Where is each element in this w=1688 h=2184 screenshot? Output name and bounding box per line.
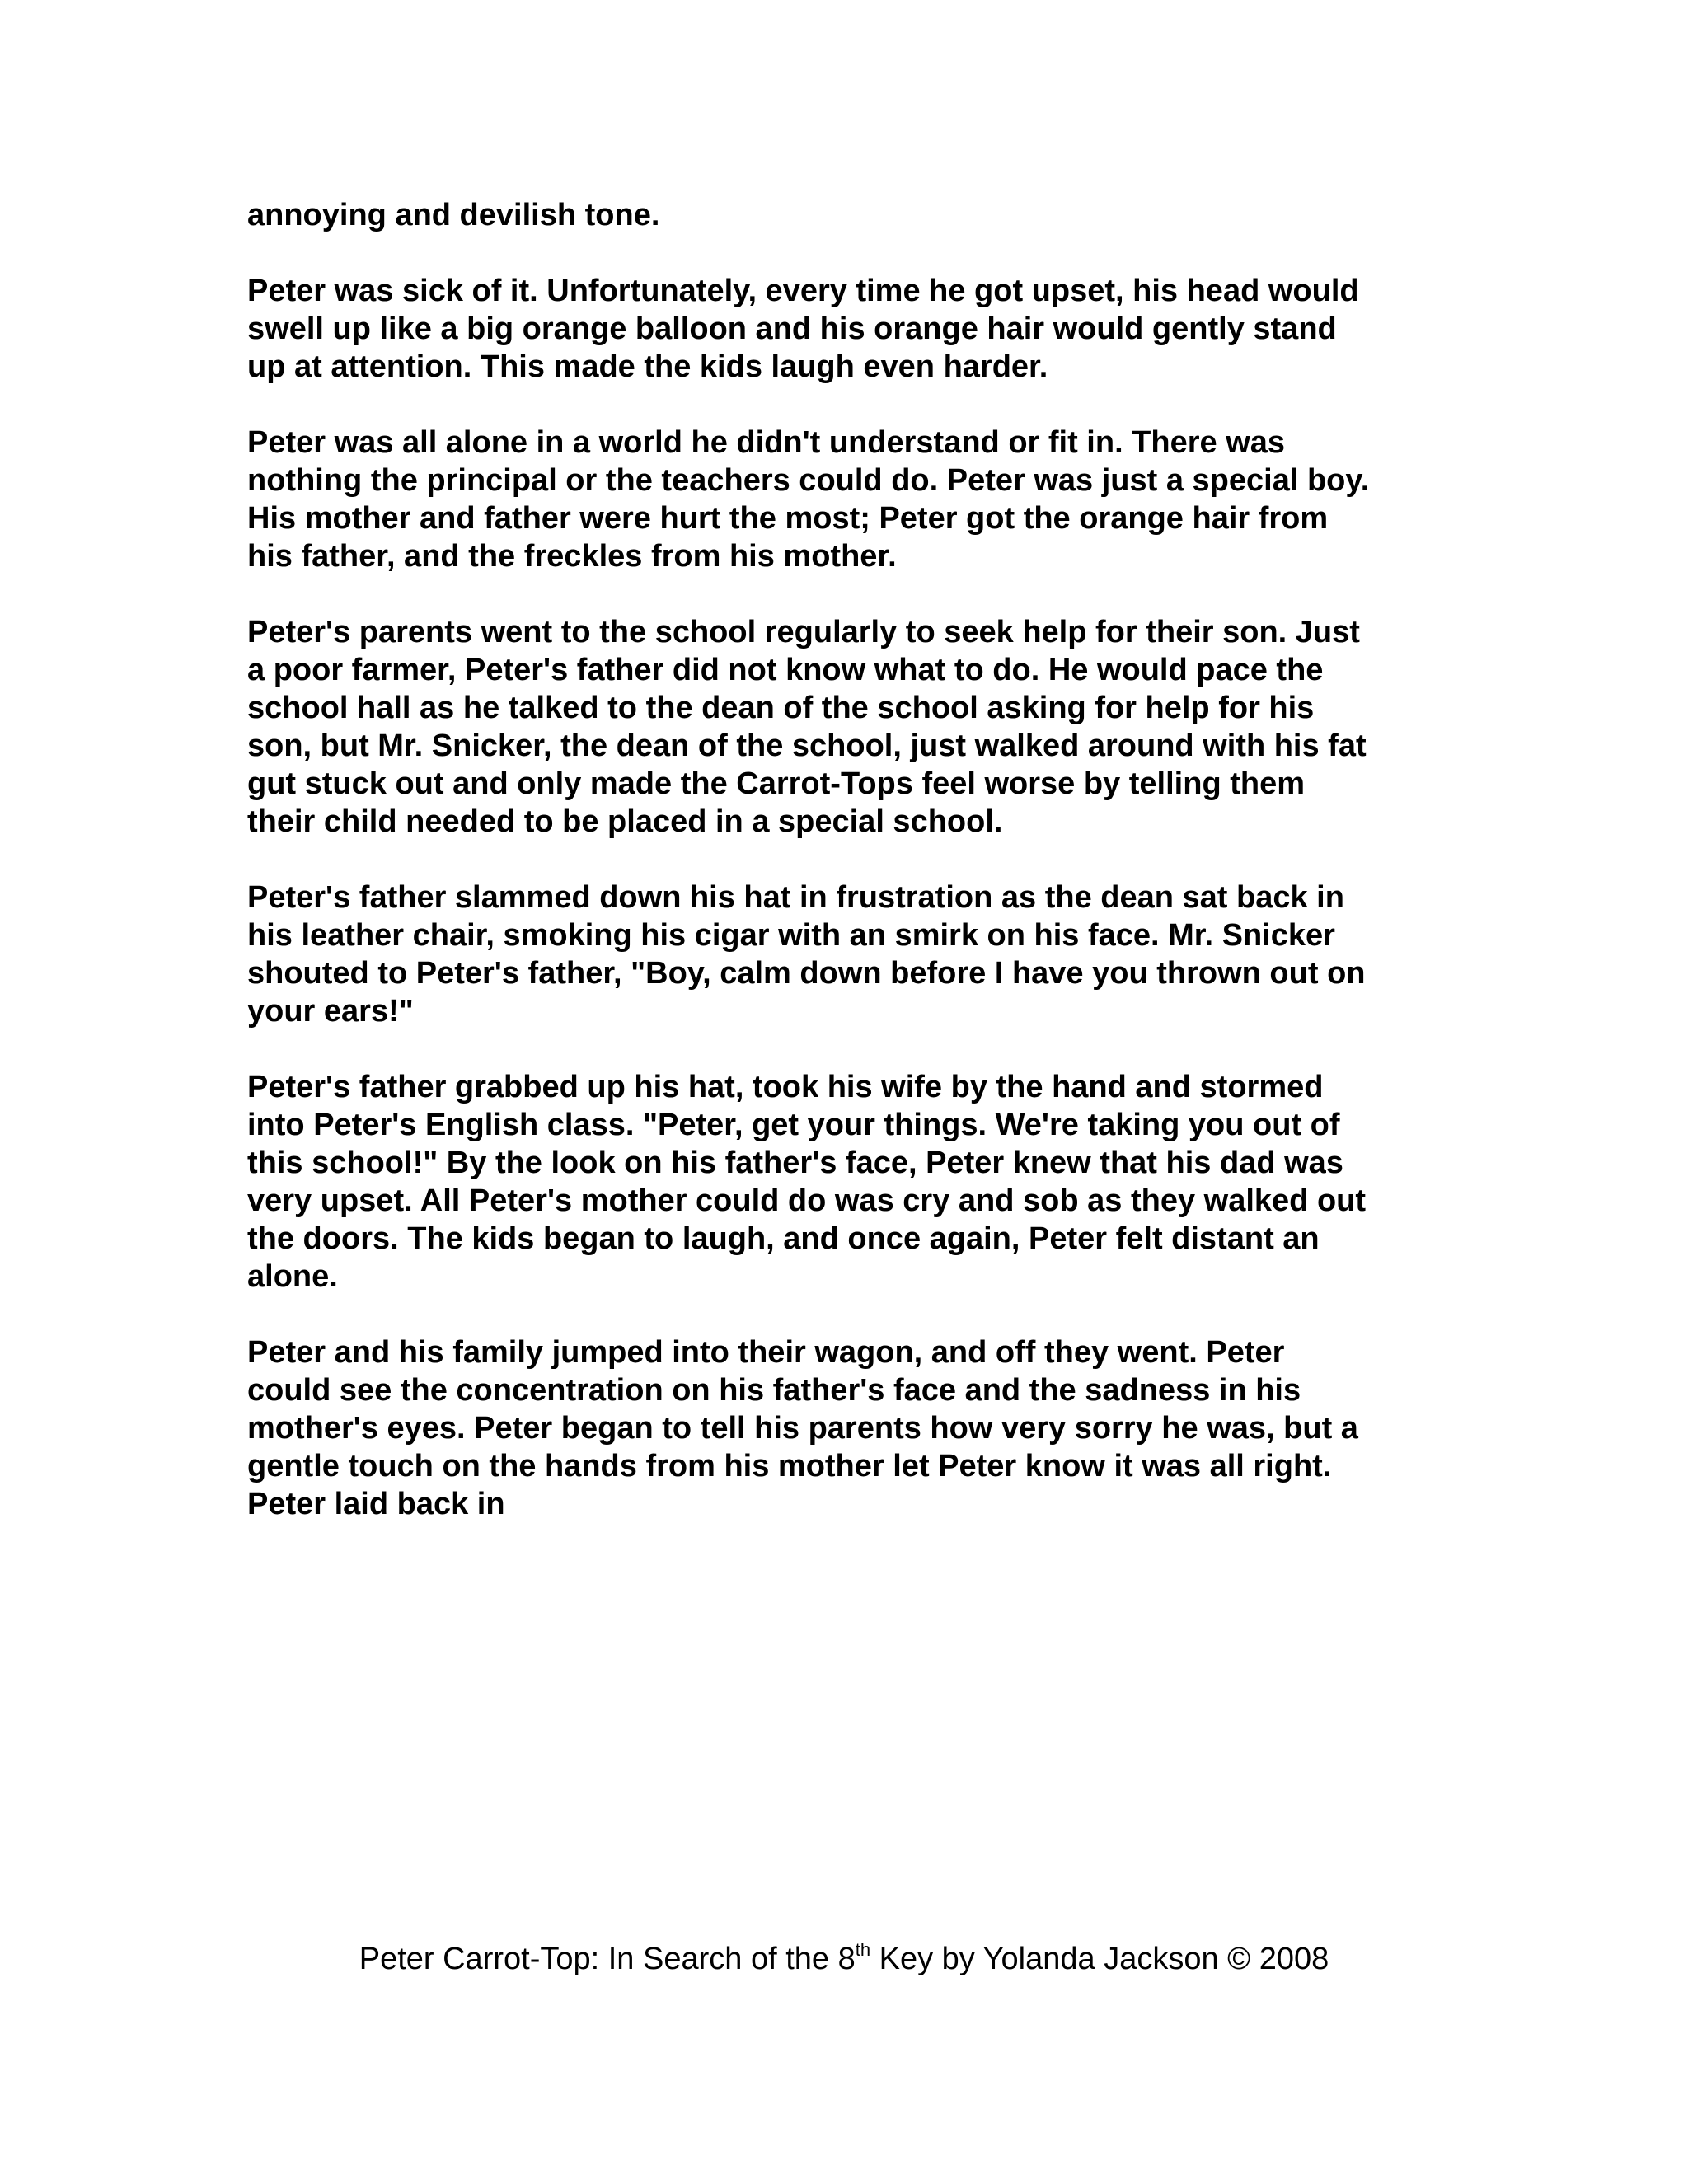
- text-line: very upset. All Peter's mother could do was cry and sob as they walked out: [247, 1183, 1367, 1218]
- text-line: Peter's father slammed down his hat in frustration as the dean sat back in: [247, 880, 1344, 915]
- text-line: your ears!": [247, 994, 414, 1029]
- text-line: Peter's parents went to the school regularly to seek help for their son. Just: [247, 615, 1360, 649]
- text-line: his leather chair, smoking his cigar with an smirk on his face. Mr. Snicker: [247, 918, 1335, 953]
- paragraph: [247, 1068, 1451, 1296]
- footer-author-copyright: Key by Yolanda Jackson © 2008: [870, 1942, 1329, 1976]
- text-line: a poor farmer, Peter's father did not know what to do. He would pace the: [247, 653, 1324, 687]
- text-line: their child needed to be placed in a special school.: [247, 804, 1003, 839]
- text-line: son, but Mr. Snicker, the dean of the school, just walked around with his fat: [247, 729, 1367, 763]
- text-line: nothing the principal or the teachers could do. Peter was just a special boy.: [247, 463, 1370, 498]
- text-line: his father, and the freckles from his mother.: [247, 539, 897, 574]
- text-line: could see the concentration on his father's face and the sadness in his: [247, 1373, 1301, 1408]
- paragraph: [247, 879, 1451, 1030]
- footer-ordinal-suffix: th: [855, 1939, 871, 1960]
- paragraph: [247, 613, 1451, 841]
- body-text: [247, 196, 1451, 1561]
- page-footer: [0, 1940, 1688, 1978]
- text-line: school hall as he talked to the dean of the school asking for help for his: [247, 691, 1315, 725]
- text-line: up at attention. This made the kids laugh even harder.: [247, 349, 1048, 384]
- text-line: Peter was all alone in a world he didn't understand or fit in. There was: [247, 425, 1286, 460]
- text-line: Peter was sick of it. Unfortunately, every time he got upset, his head would: [247, 274, 1359, 308]
- text-line: alone.: [247, 1259, 338, 1294]
- text-line: Peter laid back in: [247, 1487, 505, 1521]
- text-line: mother's eyes. Peter began to tell his parents how very sorry he was, but a: [247, 1411, 1358, 1446]
- paragraph: [247, 1333, 1451, 1523]
- text-line: Peter's father grabbed up his hat, took his wife by the hand and stormed: [247, 1070, 1324, 1104]
- paragraph: [247, 196, 1451, 234]
- text-line: gentle touch on the hands from his mother let Peter know it was all right.: [247, 1449, 1332, 1483]
- text-line: this school!" By the look on his father's face, Peter knew that his dad was: [247, 1146, 1343, 1180]
- text-line: the doors. The kids began to laugh, and once again, Peter felt distant an: [247, 1221, 1320, 1256]
- text-line: Peter and his family jumped into their wagon, and off they went. Peter: [247, 1335, 1285, 1370]
- footer-title: Peter Carrot-Top: In Search of the 8: [359, 1942, 856, 1976]
- text-line: annoying and devilish tone.: [247, 198, 660, 232]
- text-line: into Peter's English class. "Peter, get your things. We're taking you out of: [247, 1108, 1340, 1142]
- paragraph: [247, 272, 1451, 386]
- text-line: gut stuck out and only made the Carrot-Tops feel worse by telling them: [247, 766, 1306, 801]
- text-line: His mother and father were hurt the most; Peter got the orange hair from: [247, 501, 1329, 536]
- paragraph: [247, 424, 1451, 575]
- text-line: shouted to Peter's father, "Boy, calm down before I have you thrown out on: [247, 956, 1366, 991]
- text-line: swell up like a big orange balloon and his orange hair would gently stand: [247, 312, 1337, 346]
